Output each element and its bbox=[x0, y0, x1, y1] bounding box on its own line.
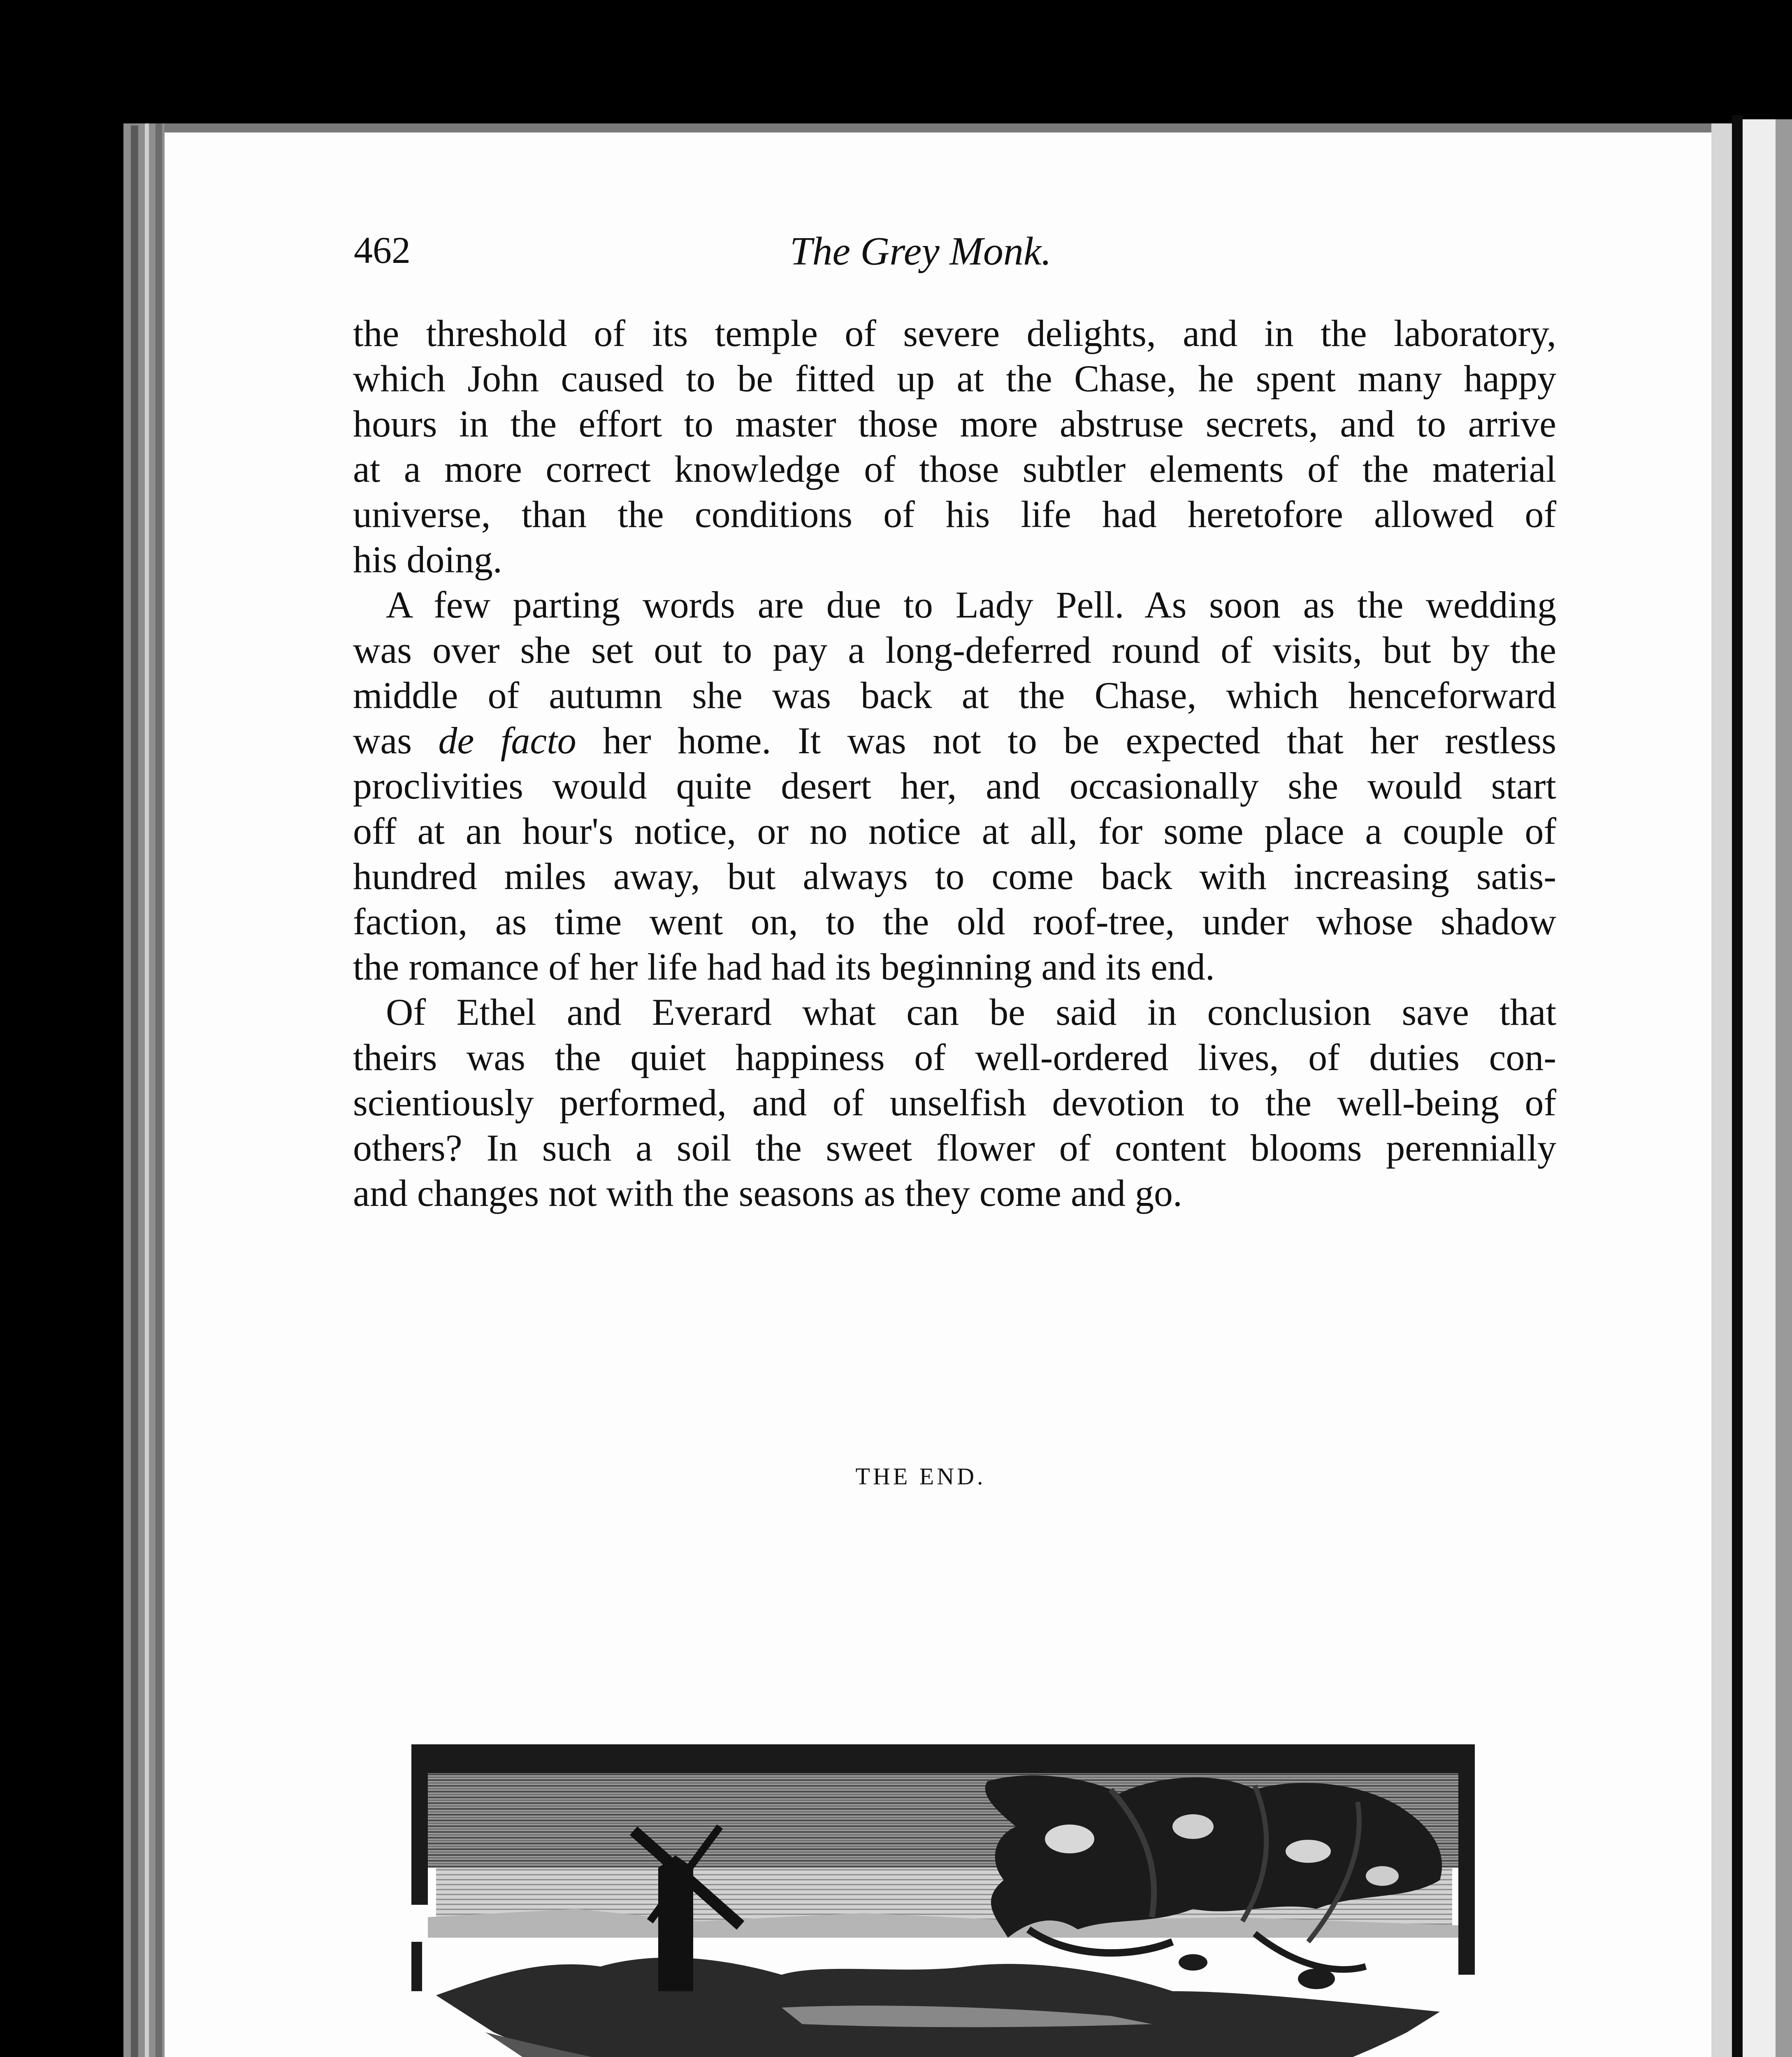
landscape-engraving bbox=[411, 1744, 1481, 2057]
italic-phrase: de facto bbox=[438, 720, 576, 762]
text-line: faction, as time went on, to the old roof-tree, under whose shadow bbox=[353, 901, 1556, 943]
text-line: proclivities would quite desert her, and occasionally she would start bbox=[353, 765, 1556, 807]
text-line: which John caused to be fitted up at the Chase, he spent many happy bbox=[353, 358, 1556, 399]
text-line: the threshold of its temple of severe delights, and in the laboratory, bbox=[353, 312, 1556, 354]
text-line: off at an hour's notice, or no notice at all, for some place a couple of bbox=[353, 810, 1556, 852]
text-line bbox=[353, 718, 1556, 763]
text-line: hours in the effort to master those more abstruse secrets, and to arrive bbox=[353, 403, 1556, 445]
body-text bbox=[353, 311, 1556, 1216]
text-line: the romance of her life had had its beginning and its end. bbox=[353, 946, 1215, 988]
text-line: hundred miles away, but always to come back with increasing satis- bbox=[353, 855, 1556, 897]
running-title: The Grey Monk. bbox=[790, 229, 1052, 274]
text-line: A few parting words are due to Lady Pell. As soon as the wedding bbox=[386, 584, 1556, 626]
text-line: his doing. bbox=[353, 539, 502, 580]
text-line: scientiously performed, and of unselfish devotion to the well-being of bbox=[353, 1082, 1556, 1124]
text-line: was over she set out to pay a long-deferred round of visits, but by the bbox=[353, 629, 1556, 671]
text-line: universe, than the conditions of his life had heretofore allowed of bbox=[353, 493, 1556, 535]
text-line: and changes not with the seasons as they come and go. bbox=[353, 1172, 1182, 1214]
page-number: 462 bbox=[354, 229, 411, 271]
text-line: at a more correct knowledge of those subtler elements of the material bbox=[353, 448, 1556, 490]
text-segment: was bbox=[353, 720, 439, 762]
text-line: Of Ethel and Everard what can be said in conclusion save that bbox=[386, 991, 1556, 1033]
text-line: theirs was the quiet happiness of well-ordered lives, of duties con- bbox=[353, 1036, 1556, 1078]
text-segment: her home. It was not to be expected that her restless bbox=[576, 720, 1557, 762]
text-line: middle of autumn she was back at the Chase, which henceforward bbox=[353, 674, 1556, 716]
the-end-label: THE END. bbox=[855, 1463, 986, 1490]
text-line: others? In such a soil the sweet flower of content blooms perennially bbox=[353, 1127, 1556, 1169]
